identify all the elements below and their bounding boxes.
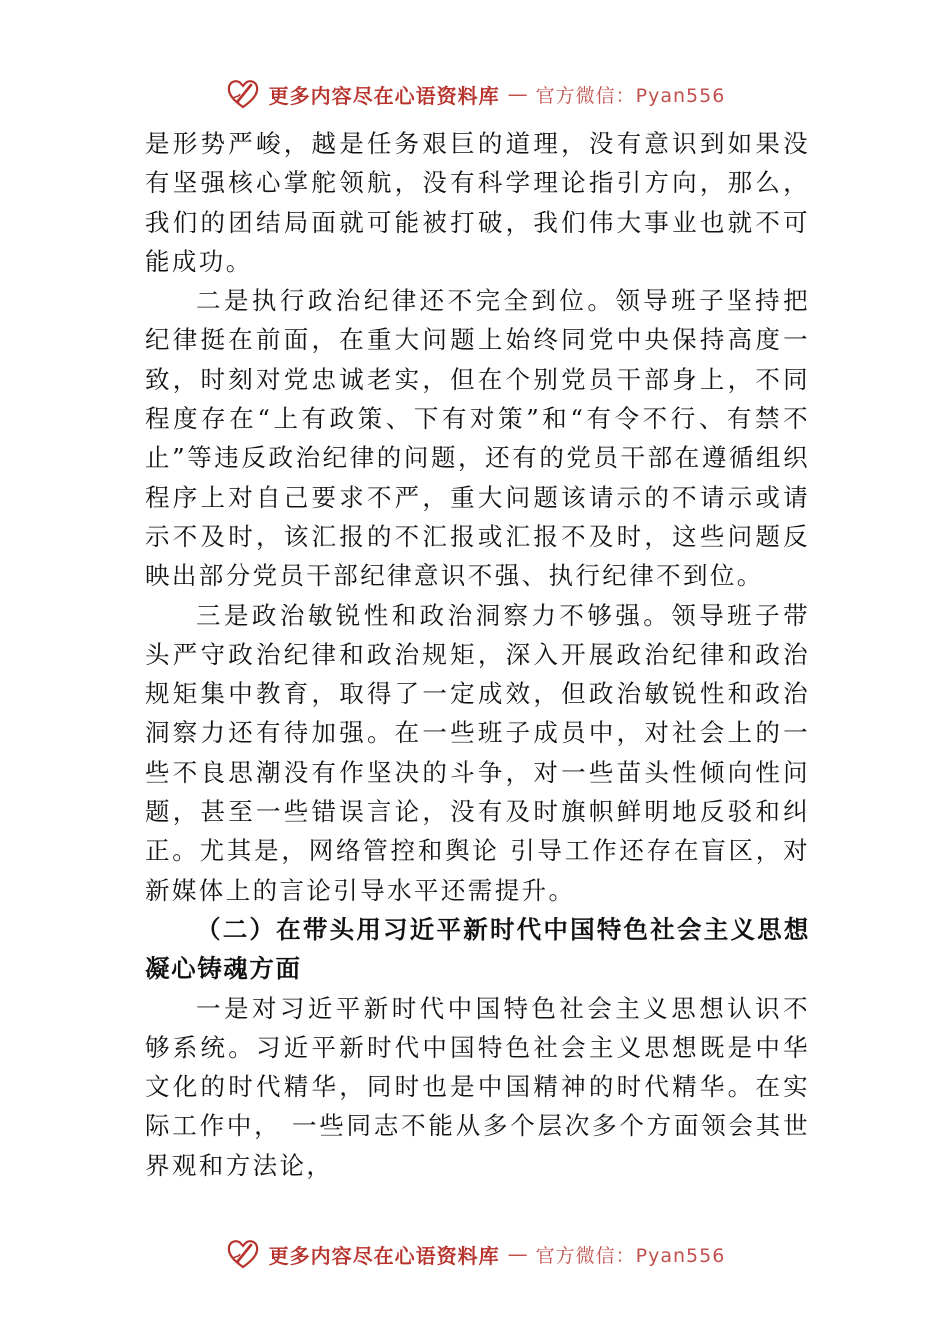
document-body [145,124,810,1185]
banner-separator: — [507,82,528,106]
banner-wechat: 官方微信：Pyan556 [535,84,726,107]
header-banner [0,72,950,116]
paragraph-continuation: 是形势严峻，越是任务艰巨的道理，没有意识到如果没有坚强核心掌舵领航，没有科学理论指引方向，那么，我们的团结局面就可能被打破，我们伟大事业也就不可能成功。 [145,129,810,276]
banner-brand: 更多内容尽在心语资料库 [268,1243,500,1268]
footer-banner [0,1232,950,1276]
banner-brand: 更多内容尽在心语资料库 [268,83,500,108]
paragraph-point-two: 二是执行政治纪律还不完全到位。领导班子坚持把纪律挺在前面，在重大问题上始终同党中央保持高度一致，时刻对党忠诚老实，但在个别党员干部身上，不同程度存在“上有政策、下有对策”和“有令不行、有禁不止”等违反政治纪律的问题，还有的党员干部在遵循组织程序上对自己要求不严，重大问题该请示的不请示或请示不及时，该汇报的不汇报或汇报不及时，这些问题反映出部分党员干部纪律意识不强、执行纪律不到位。 [145,286,810,591]
banner-separator: — [507,1242,528,1266]
heart-pen-logo-icon [225,1236,261,1272]
heart-pen-logo-icon [225,76,261,112]
paragraph-point-one: 一是对习近平新时代中国特色社会主义思想认识不够系统。习近平新时代中国特色社会主义思想既是中华文化的时代精华，同时也是中国精神的时代精华。在实际工作中， 一些同志不能从多个层次多个方面领会其世界观和方法论， [145,993,810,1180]
section-heading: （二）在带头用习近平新时代中国特色社会主义思想凝心铸魂方面 [145,914,810,984]
paragraph-point-three: 三是政治敏锐性和政治洞察力不够强。领导班子带头严守政治纪律和政治规矩，深入开展政治纪律和政治规矩集中教育，取得了一定成效，但政治敏锐性和政治洞察力还有待加强。在一些班子成员中，对社会上的一些不良思潮没有作坚决的斗争，对一些苗头性倾向性问题，甚至一些错误言论，没有及时旗帜鲜明地反驳和纠正。尤其是，网络管控和舆论 引导工作还存在盲区，对新媒体上的言论引导水平还需提升。 [145,600,810,905]
banner-wechat: 官方微信：Pyan556 [535,1244,726,1267]
